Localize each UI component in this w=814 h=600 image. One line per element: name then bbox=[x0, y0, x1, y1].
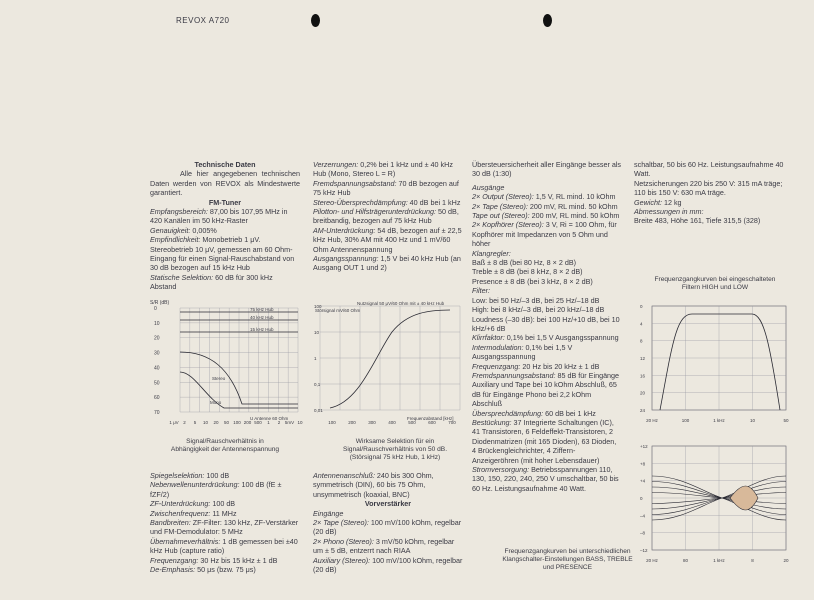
spec-label: De-Emphasis: bbox=[150, 565, 196, 575]
selectivity-curve bbox=[330, 310, 450, 408]
spec-value: 0,2% bei 1 kHz und ± 40 kHz Hub (Mono, Stereo L = R) bbox=[313, 160, 453, 179]
subsection-heading: FM-Tuner bbox=[208, 197, 242, 207]
spec-line bbox=[634, 198, 784, 207]
curve-label: Mono bbox=[210, 400, 222, 405]
column-2 bbox=[313, 160, 463, 273]
binder-hole bbox=[543, 14, 552, 27]
spec-label: Filter: bbox=[472, 286, 490, 296]
document-header: REVOX A720 bbox=[176, 16, 230, 25]
spec-value: 1,5 V, RL mind. 10 kOhm bbox=[533, 192, 616, 202]
spec-label: Stereo-Übersprechdämpfung: bbox=[313, 197, 408, 207]
y-tick-labels bbox=[640, 444, 648, 553]
spec-value: Netzsicherungen 220 bis 250 V: 315 mA träge; 110 bis 150 V: 630 mA träge. bbox=[634, 178, 783, 198]
spec-line bbox=[634, 207, 784, 216]
overload-text: Übersteuersicherheit aller Eingänge besser als 30 dB (1:30) bbox=[472, 160, 622, 179]
spec-line bbox=[472, 192, 622, 201]
tick-label: 1 μV bbox=[169, 420, 179, 425]
presence-region bbox=[730, 486, 758, 510]
tick-label: 70 bbox=[154, 410, 160, 416]
tick-label: 400 bbox=[388, 420, 396, 425]
tick-label: 10 bbox=[749, 418, 756, 423]
spec-line bbox=[472, 296, 622, 305]
tick-label: 500 bbox=[408, 420, 416, 425]
tick-label: 60 bbox=[154, 395, 160, 402]
tick-label: 0 bbox=[640, 304, 643, 309]
spec-label: Stromversorgung: bbox=[472, 465, 530, 474]
column-4 bbox=[634, 160, 784, 226]
spec-line bbox=[313, 207, 463, 226]
continued-text: schaltbar, 50 bis 60 Hz. Leistungsaufnahme 40 Watt. bbox=[634, 160, 784, 179]
curve-label: 40 kHz Hub bbox=[250, 315, 274, 320]
spec-label: Pilotton- und Hilfsträgerunterdrückung: bbox=[313, 207, 437, 217]
spec-label: Ausgangsspannung: bbox=[313, 254, 379, 264]
tick-label: 100 bbox=[328, 420, 336, 425]
spec-value: 0,005% bbox=[190, 225, 217, 235]
y-tick-labels bbox=[314, 304, 323, 413]
tick-label: 8 bbox=[640, 338, 643, 344]
subsection-heading: Vorverstärker bbox=[364, 499, 412, 509]
tick-label: 700 bbox=[448, 420, 456, 425]
grid bbox=[320, 306, 460, 410]
tick-label: 1 kHz bbox=[713, 558, 725, 563]
tick-label: 2 bbox=[183, 420, 186, 425]
curve-label: Stereo bbox=[212, 376, 226, 381]
spec-label: Übersprechdämpfung: bbox=[472, 408, 544, 418]
tick-label: 10 bbox=[202, 420, 209, 425]
column-2-lower bbox=[313, 471, 463, 574]
spec-line bbox=[150, 226, 300, 235]
spec-line bbox=[472, 465, 622, 493]
spec-line bbox=[472, 418, 622, 465]
spec-value: 240 bis 300 Ohm, symmetrisch (DIN), 60 bis 75 Ohm, unsymmetrisch (koaxial, BNC) bbox=[313, 471, 434, 499]
spec-value: 0,1% bei 1,5 V Ausgangsspannung bbox=[504, 333, 619, 343]
spec-list bbox=[634, 179, 784, 226]
spec-list bbox=[472, 192, 622, 493]
spec-line bbox=[313, 160, 463, 179]
chart-caption: Wirksame Selektion für ein Signal/Rauschverhältnis von 50 dB. (Störsignal 75 kHz Hub, 1 kHz) bbox=[342, 438, 448, 461]
spec-value: 50 μs (bzw. 75 μs) bbox=[195, 565, 256, 575]
spec-line bbox=[472, 258, 622, 267]
column-3 bbox=[472, 160, 622, 493]
spec-line bbox=[313, 226, 463, 254]
spec-value: High: bei 8 kHz/–3 dB, bei 20 kHz/–18 dB bbox=[472, 305, 605, 315]
spec-value: 100 dB bbox=[210, 499, 236, 509]
spec-line bbox=[150, 480, 300, 499]
tick-label: 20 bbox=[783, 558, 789, 563]
spec-line bbox=[150, 537, 300, 556]
tick-label: 200 bbox=[243, 420, 252, 425]
tick-label: +4 bbox=[640, 478, 646, 484]
tick-label: 20 bbox=[640, 390, 646, 396]
spec-line bbox=[472, 333, 622, 342]
spec-line bbox=[472, 343, 622, 362]
tick-label: 10 bbox=[297, 420, 303, 425]
spec-value: 60 dB bei 1 kHz bbox=[543, 408, 596, 418]
spec-line bbox=[472, 277, 622, 286]
tick-label: 20 bbox=[154, 335, 160, 342]
tick-label: 0 bbox=[640, 496, 643, 501]
spec-label: Antennenanschluß: bbox=[313, 471, 375, 480]
spec-line bbox=[472, 267, 622, 276]
tick-label: 40 bbox=[154, 365, 160, 372]
curve-label: 15 kHz Hub bbox=[250, 327, 274, 332]
x-tick-labels bbox=[646, 418, 789, 423]
spec-label: Klirrfaktor: bbox=[472, 333, 505, 343]
spec-label: AM-Unterdrückung: bbox=[313, 225, 376, 235]
spec-label: Verzerrungen: bbox=[313, 160, 359, 169]
spec-line bbox=[472, 249, 622, 258]
chart-note: Nutzsignal 50 μV/60 Ohm mit ± 40 kHz Hub bbox=[357, 301, 445, 306]
spec-list bbox=[313, 471, 463, 499]
spec-value: 50 dB, breitbandig, bezogen auf 75 kHz Hub bbox=[313, 207, 459, 226]
spec-label: 2× Tape (Stereo): bbox=[313, 518, 369, 528]
spec-line bbox=[472, 305, 622, 314]
tick-label: 50 bbox=[154, 380, 160, 387]
intro-text: Alle hier angegebenen technischen Daten werden von REVOX als Mindestwerte garantiert. bbox=[150, 169, 300, 198]
tick-label: 24 bbox=[640, 408, 646, 413]
tick-label: 80 bbox=[682, 558, 689, 563]
spec-label: Tape out (Stereo): bbox=[472, 211, 530, 221]
spec-label: ZF-Unterdrückung: bbox=[150, 499, 211, 509]
spec-line bbox=[634, 179, 784, 198]
spec-line bbox=[472, 211, 622, 220]
tick-label: +8 bbox=[640, 461, 646, 467]
y-tick-labels bbox=[640, 304, 646, 413]
spec-value: Loudness (–30 dB): bei 100 Hz/+10 dB, bei 10 kHz/+6 dB bbox=[472, 314, 620, 333]
tick-label: 20 Hz bbox=[646, 418, 658, 423]
spec-label: Zwischenfrequenz: bbox=[150, 508, 211, 518]
tick-label: 30 bbox=[154, 350, 160, 357]
spec-line bbox=[150, 273, 300, 292]
spec-label: Bestückung: bbox=[472, 417, 512, 427]
spec-label: Gewicht: bbox=[634, 197, 662, 207]
snr-chart bbox=[150, 300, 303, 432]
y-axis-label: S/R (dB) bbox=[150, 300, 170, 306]
spec-line bbox=[150, 499, 300, 508]
spec-value: 37 Integrierte Schaltungen (IC), 41 Transistoren, 6 Feldeffekt-Transistoren, 2 Diodenmatrizen (mit 165 Dioden), 63 Dioden, 4 Brückengleichrichter, 4 Ziffern-Anzeigeröhren (mit hoher Lebensdauer) bbox=[472, 417, 617, 465]
curve-label: 75 kHz Hub bbox=[250, 307, 274, 312]
spec-line bbox=[634, 216, 784, 225]
spec-label: Fremdspannungsabstand: bbox=[472, 370, 556, 380]
tick-label: +12 bbox=[640, 444, 648, 449]
spec-value: Betriebsspannungen 110, 130, 150, 220, 240, 250 V umschaltbar, 50 bis 60 Hz. Leistungsaufnahme 40 Watt. bbox=[472, 465, 619, 493]
spec-value: 1,5 V bei 40 kHz Hub (an Ausgang OUT 1 und 2) bbox=[313, 254, 461, 273]
spec-label: Klangregler: bbox=[472, 248, 511, 258]
tick-label: 0 bbox=[154, 306, 157, 312]
spec-value: 100 mV/100 kOhm, regelbar (20 dB) bbox=[313, 518, 462, 537]
spec-list bbox=[313, 160, 463, 273]
spec-value: 3 mV/50 kOhm, regelbar um ± 5 dB, entzerrt nach RIAA bbox=[313, 536, 455, 556]
spec-value: 12 kg bbox=[661, 197, 682, 207]
tick-label: –4 bbox=[640, 513, 646, 519]
tick-label: –8 bbox=[640, 530, 646, 536]
spec-value: 100 mV/100 kOhm, regelbar (20 dB) bbox=[313, 555, 463, 575]
tick-label: 0,1 bbox=[314, 382, 321, 387]
spec-label: Nebenwellenunterdrückung: bbox=[150, 480, 240, 490]
tick-label: 600 bbox=[428, 420, 436, 425]
tick-label: 10 bbox=[154, 320, 160, 327]
spec-value: 40 dB bei 1 kHz bbox=[407, 197, 461, 207]
tick-label: 5 bbox=[193, 420, 197, 425]
tick-label: 1 bbox=[267, 420, 270, 425]
subsection-label: Eingänge bbox=[313, 508, 344, 518]
binder-hole bbox=[311, 14, 320, 27]
tick-label: 8 bbox=[751, 558, 754, 563]
spec-line bbox=[150, 518, 300, 537]
spec-label: Genauigkeit: bbox=[150, 225, 191, 235]
tick-label: 20 Hz bbox=[646, 558, 658, 563]
spec-line bbox=[150, 565, 300, 574]
spec-line bbox=[472, 315, 622, 334]
spec-value: 70 dB bezogen auf 75 kHz Hub bbox=[313, 178, 459, 198]
spec-line bbox=[472, 220, 622, 248]
tick-label: 100 bbox=[314, 304, 322, 309]
spec-line bbox=[313, 556, 463, 575]
spec-value: Presence ± 8 dB (bei 3 kHz, 8 × 2 dB) bbox=[472, 276, 593, 286]
spec-label: Übernahmeverhältnis: bbox=[150, 536, 221, 546]
filter-curve bbox=[660, 314, 780, 410]
spec-label: 2× Phono (Stereo): bbox=[313, 536, 374, 546]
spec-value: Breite 483, Höhe 161, Tiefe 315,5 (328) bbox=[634, 216, 761, 226]
x-axis-label: Frequenzabstand [kHz] bbox=[407, 416, 454, 421]
tick-label: 4 bbox=[640, 321, 643, 327]
chart-caption: Signal/Rauschverhältnis in Abhängigkeit der Antennenspannung bbox=[170, 438, 280, 453]
spec-line bbox=[472, 286, 622, 295]
tick-label: 100 bbox=[681, 418, 690, 423]
spec-label: Fremdspannungsabstand: bbox=[313, 178, 397, 188]
tick-label: 5mV bbox=[284, 420, 295, 425]
chart-title: Frequenzgangkurven bei eingeschalteten Filtern HIGH und LOW bbox=[654, 276, 776, 291]
spec-value: 200 mV, RL mind. 50 kOhm bbox=[529, 211, 620, 221]
spec-value: 54 dB, bezogen auf ± 22,5 kHz Hub, 30% AM mit 400 Hz und 1 mV/60 Ohm Antennenspannung bbox=[313, 225, 462, 254]
selectivity-chart bbox=[312, 300, 462, 432]
filter-response-chart bbox=[638, 300, 788, 432]
spec-value: Monobetrieb 1 μV. Stereobetrieb 10 μV, gemessen am 60 Ohm-Eingang für einen Signal-Rauschabstand von 30 dB bezogen auf 15 kHz Hub bbox=[150, 235, 295, 273]
spec-value: 200 mV, RL mind. 50 kOhm bbox=[527, 201, 618, 211]
x-tick-labels bbox=[646, 558, 789, 563]
tick-label: 50 bbox=[783, 418, 789, 423]
tick-label: 2 bbox=[277, 420, 281, 425]
spec-list bbox=[150, 471, 300, 574]
x-axis-note: U Antenne 60 Ohm bbox=[250, 416, 289, 421]
section-heading: Technische Daten bbox=[194, 160, 256, 169]
spec-label: Empfindlichkeit: bbox=[150, 235, 201, 245]
spec-label: 2× Kopfhörer (Stereo): bbox=[472, 220, 544, 230]
spec-line bbox=[472, 362, 622, 371]
spec-value: 3 V, Ri = 100 Ohm, für Kopfhörer mit Impedanzen von 5 Ohm und höher bbox=[472, 220, 617, 249]
tick-label: 1 bbox=[314, 356, 317, 361]
spec-line bbox=[150, 509, 300, 518]
tick-label: 10 bbox=[314, 330, 320, 335]
spec-label: Bandbreiten: bbox=[150, 518, 191, 528]
spec-line bbox=[150, 471, 300, 480]
tone-control-chart bbox=[638, 440, 788, 572]
spec-line bbox=[313, 198, 463, 207]
column-1-lower bbox=[150, 471, 300, 574]
chart-caption: Frequenzgangkurven bei unterschiedlichen Klangschalter-Einstellungen BASS, TREBLE und PRESENCE bbox=[502, 548, 633, 571]
spec-value: 100 dB bbox=[204, 471, 230, 480]
spec-line bbox=[313, 518, 463, 537]
spec-value: 1 dB gemessen bei ±40 kHz Hub (capture ratio) bbox=[150, 536, 298, 556]
spec-label: 2× Output (Stereo): bbox=[472, 192, 534, 202]
tick-label: 1 kHz bbox=[713, 418, 725, 423]
tick-label: 12 bbox=[640, 356, 646, 361]
spec-list bbox=[313, 518, 463, 574]
spec-value: 20 Hz bis 20 kHz ± 1 dB bbox=[520, 361, 600, 371]
spec-line bbox=[313, 254, 463, 273]
spec-label: Statische Selektion: bbox=[150, 272, 214, 282]
spec-value: Baß ± 8 dB (bei 80 Hz, 8 × 2 dB) bbox=[472, 258, 577, 268]
spec-value: ZF-Filter: 130 kHz, ZF-Verstärker und FM-Demodulator: 5 MHz bbox=[150, 518, 299, 537]
y-tick-labels bbox=[154, 306, 160, 416]
spec-value: 100 dB (fE ± fZF/2) bbox=[150, 480, 282, 499]
spec-line bbox=[472, 371, 622, 409]
column-1 bbox=[150, 160, 300, 292]
tick-label: 50 bbox=[223, 420, 230, 425]
subsection-label: Ausgänge bbox=[472, 182, 505, 192]
spec-value: 85 dB für Eingänge Auxiliary und Tape bei 10 kOhm Abschluß, 65 dB für Eingänge Phono bei 2,2 kOhm Abschluß bbox=[472, 370, 620, 409]
spec-line bbox=[472, 409, 622, 418]
spec-line bbox=[313, 537, 463, 556]
spec-label: Intermodulation: bbox=[472, 342, 524, 352]
spec-value: Treble ± 8 dB (bei 8 kHz, 8 × 2 dB) bbox=[472, 267, 583, 277]
spec-line bbox=[150, 207, 300, 226]
spec-list bbox=[150, 207, 300, 292]
tick-label: 200 bbox=[348, 420, 356, 425]
y-axis-label: Störsignal mV/60 Ohm bbox=[315, 308, 361, 313]
spec-value: 87,00 bis 107,95 MHz in 420 Kanälen im 50 kHz-Raster bbox=[150, 207, 288, 226]
spec-label: Frequenzgang: bbox=[472, 361, 521, 371]
spec-value: Low: bei 50 Hz/–3 dB, bei 25 Hz/–18 dB bbox=[472, 295, 600, 305]
spec-line bbox=[150, 556, 300, 565]
spec-label: Auxiliary (Stereo): bbox=[313, 555, 371, 565]
spec-value: 0,1% bei 1,5 V Ausgangsspannung bbox=[472, 342, 573, 362]
spec-value: 11 MHz bbox=[210, 508, 237, 518]
tick-label: 20 bbox=[213, 420, 219, 425]
spec-line bbox=[313, 179, 463, 198]
tick-label: 100 bbox=[233, 420, 241, 425]
spec-value: 30 Hz bis 15 kHz ± 1 dB bbox=[198, 555, 278, 565]
spec-line bbox=[313, 471, 463, 499]
tick-label: 16 bbox=[640, 373, 646, 379]
grid bbox=[652, 306, 786, 410]
spec-label: Abmessungen in mm: bbox=[634, 207, 704, 217]
spec-label: Spiegelselektion: bbox=[150, 471, 205, 480]
spec-line bbox=[150, 235, 300, 273]
tick-label: 300 bbox=[368, 420, 376, 425]
spec-label: Frequenzgang: bbox=[150, 555, 199, 565]
spec-value: 60 dB für 300 kHz Abstand bbox=[150, 272, 273, 292]
spec-label: Empfangsbereich: bbox=[150, 207, 208, 217]
spec-label: 2× Tape (Stereo): bbox=[472, 201, 528, 211]
tick-label: 500 bbox=[254, 420, 262, 425]
tick-label: 0,01 bbox=[314, 408, 323, 413]
spec-line bbox=[472, 202, 622, 211]
tick-label: –12 bbox=[640, 548, 648, 553]
